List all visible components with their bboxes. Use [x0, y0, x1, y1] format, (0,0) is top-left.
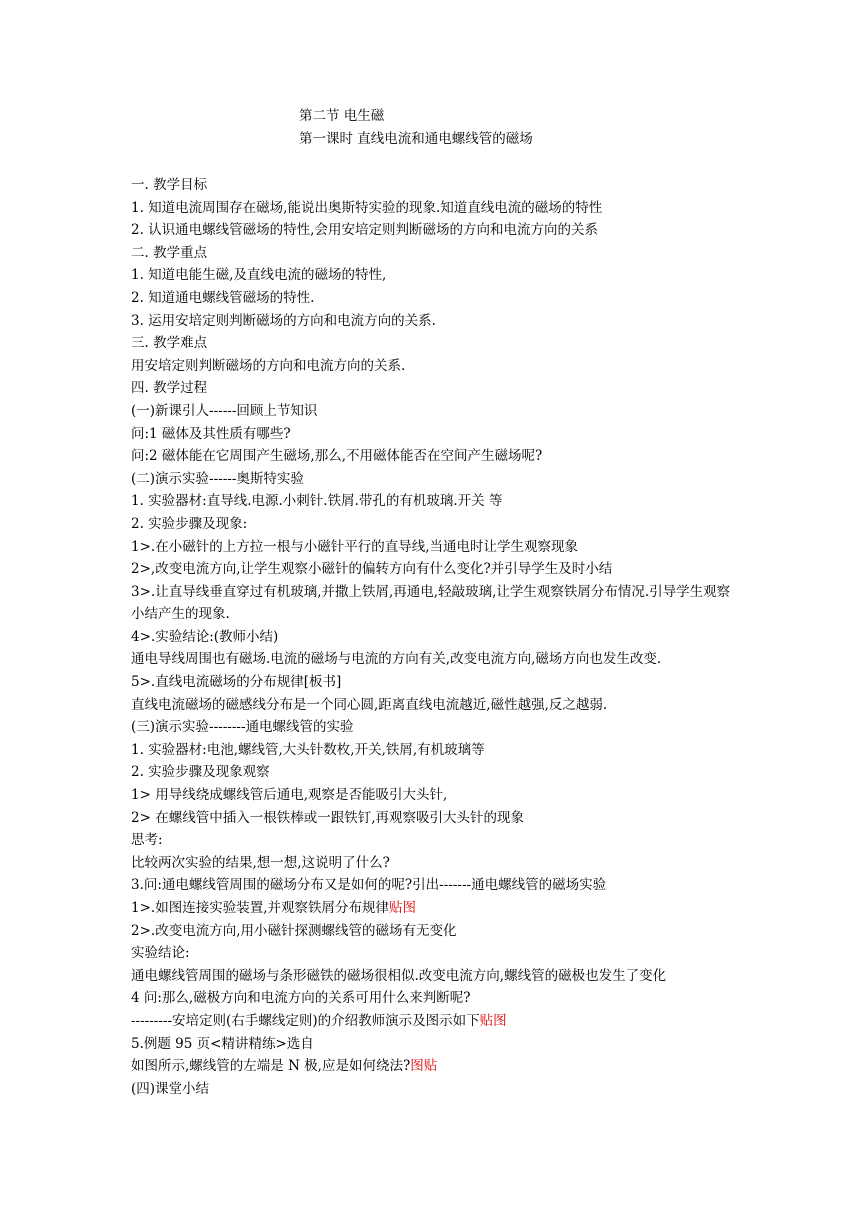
heading-process: 四. 教学过程 — [131, 380, 208, 397]
equipment-1: 1. 实验器材:直导线.电源.小刺针.铁屑.带孔的有机玻璃.开关 等 — [131, 493, 503, 510]
key-point-1: 1. 知道电能生磁,及直线电流的磁场的特性, — [131, 267, 387, 284]
subheading-summary: (四)课堂小结 — [131, 1080, 210, 1097]
step-2-1: 1> 用导线绕成螺线管后通电,观察是否能吸引大头针, — [131, 787, 448, 804]
heading-key-points: 二. 教学重点 — [131, 244, 208, 261]
heading-teaching-goals: 一. 教学目标 — [131, 177, 208, 193]
lesson-title: 第一课时 直线电流和通电螺线管的磁场 — [299, 131, 533, 147]
example-5: 5.例题 95 页<精讲精练>选自 — [131, 1035, 314, 1052]
ampere-rule-text: ---------安培定则(右手螺线定则)的介绍教师演示及图示如下 — [131, 1012, 480, 1029]
key-point-3: 3. 运用安培定则判断磁场的方向和电流方向的关系. — [131, 312, 436, 329]
subheading-solenoid: (三)演示实验--------通电螺线管的实验 — [131, 719, 354, 736]
distribution-heading: 5>.直线电流磁场的分布规律[板书] — [131, 674, 342, 691]
think-label: 思考: — [131, 832, 163, 849]
think-text: 比较两次实验的结果,想一想,这说明了什么? — [131, 854, 390, 871]
step-3-2: 2>.改变电流方向,用小磁针探测螺线管的磁场有无变化 — [131, 922, 457, 939]
conclusion-heading: 4>.实验结论:(教师小结) — [131, 628, 279, 645]
document-body — [131, 174, 737, 1100]
goal-1: 1. 知道电流周围存在磁场,能说出奥斯特实验的现象.知道直线电流的磁场的特性 — [131, 199, 603, 216]
subheading-oersted: (二)演示实验------奥斯特实验 — [131, 470, 304, 487]
question-4: 4 问:那么,磁极方向和电流方向的关系可用什么来判断呢? — [131, 990, 471, 1007]
image-paste-note: 图贴 — [410, 1058, 438, 1075]
difficulty-text: 用安培定则判断磁场的方向和电流方向的关系. — [131, 357, 406, 374]
section-title: 第二节 电生磁 — [299, 108, 385, 124]
question-1: 问:1 磁体及其性质有哪些? — [131, 425, 291, 442]
goal-2: 2. 认识通电螺线管磁场的特性,会用安培定则判断磁场的方向和电流方向的关系 — [131, 222, 598, 239]
question-2: 问:2 磁体能在它周围产生磁场,那么,不用磁体能否在空间产生磁场呢? — [131, 448, 543, 465]
question-3: 3.问:通电螺线管周围的磁场分布又是如何的呢?引出-------通电螺线管的磁场实验 — [131, 877, 607, 894]
steps-2: 2. 实验步骤及现象观察 — [131, 764, 270, 781]
example-question — [131, 1055, 737, 1078]
conclusion-solenoid: 通电螺线管周围的磁场与条形磁铁的磁场很相似.改变电流方向,螺线管的磁极也发生了变化 — [131, 967, 667, 984]
subheading-intro: (一)新课引人------回顾上节知识 — [131, 402, 318, 419]
ampere-rule — [131, 1010, 737, 1033]
key-point-2: 2. 知道通电螺线管磁场的特性. — [131, 289, 315, 306]
step-1-1: 1>.在小磁针的上方拉一根与小磁针平行的直导线,当通电时让学生观察现象 — [131, 538, 578, 555]
step-1-2: 2>,改变电流方向,让学生观察小磁针的偏转方向有什么变化?并引导学生及时小结 — [131, 561, 613, 578]
heading-difficulty: 三. 教学难点 — [131, 335, 208, 352]
example-question-text: 如图所示,螺线管的左端是 N 极,应是如何绕法? — [131, 1058, 411, 1075]
equipment-2: 1. 实验器材:电池,螺线管,大头针数枚,开关,铁屑,有机玻璃等 — [131, 741, 485, 758]
step-3-1 — [131, 897, 737, 920]
conclusion-label: 实验结论: — [131, 945, 190, 962]
distribution-text: 直线电流磁场的磁感线分布是一个同心圆,距离直线电流越近,磁性越强,反之越弱. — [131, 696, 608, 713]
conclusion-text: 通电导线周围也有磁场.电流的磁场与电流的方向有关,改变电流方向,磁场方向也发生改变. — [131, 651, 662, 668]
step-1-3: 3>.让直导线垂直穿过有机玻璃,并撒上铁屑,再通电,轻敲玻璃,让学生观察铁屑分布情况.引导学生观察小结产生的现象. — [131, 583, 731, 623]
step-2-2: 2> 在螺线管中插入一根铁棒或一跟铁钉,再观察吸引大头针的现象 — [131, 809, 524, 826]
paste-image-note: 贴图 — [388, 900, 416, 916]
steps-1: 2. 实验步骤及现象: — [131, 515, 248, 532]
paste-image-note: 贴图 — [479, 1012, 507, 1029]
step-3-1-text: 1>.如图连接实验装置,并观察铁屑分布规律 — [131, 900, 389, 916]
